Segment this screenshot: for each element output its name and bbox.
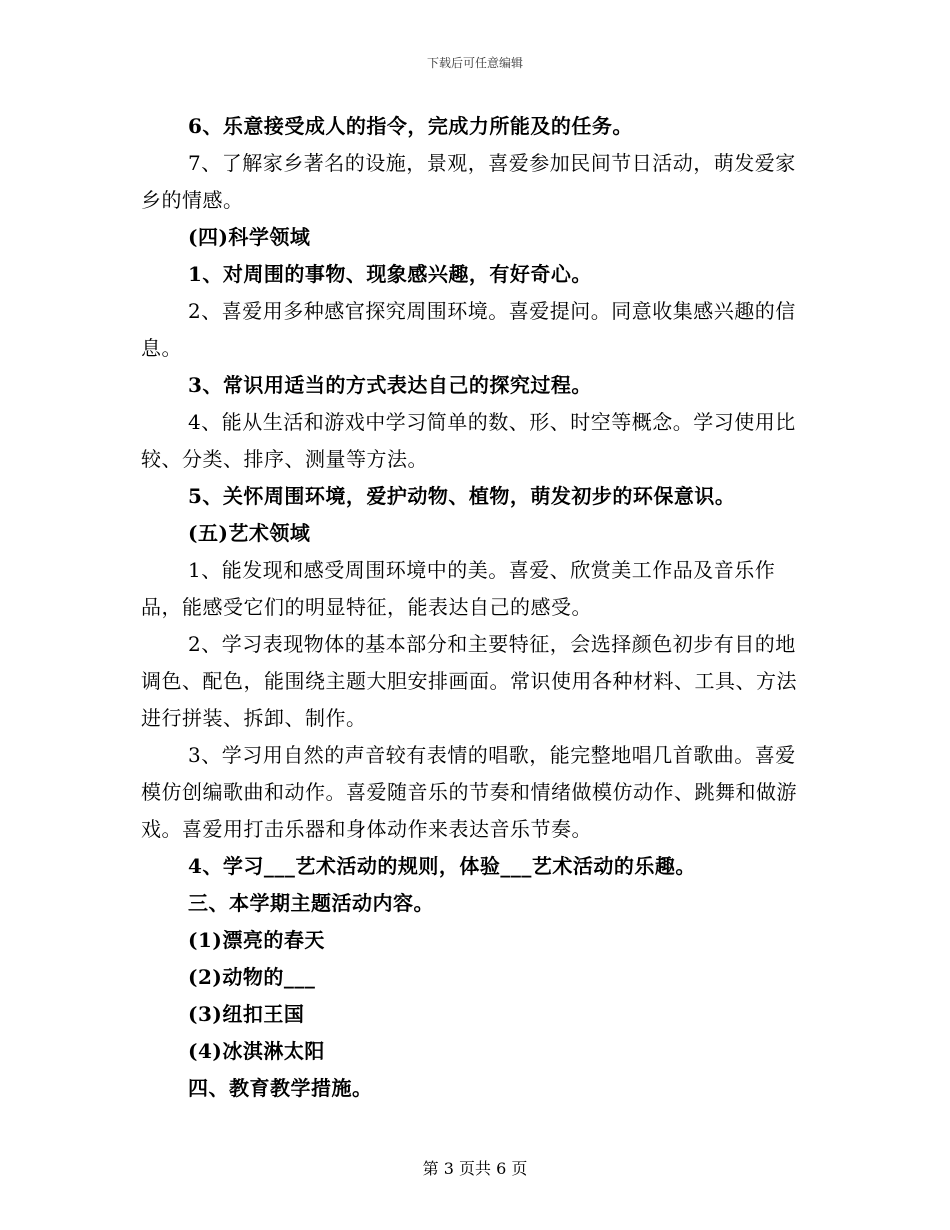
paragraph: 3、常识用适当的方式表达自己的探究过程。 (188, 373, 592, 397)
section-heading: (五)艺术领域 (188, 521, 311, 545)
list-item: (3)纽扣王国 (188, 1002, 305, 1026)
section-heading: 四、教育教学措施。 (188, 1076, 373, 1100)
page-header: 下载后可任意编辑 (426, 56, 523, 70)
paragraph: 1、对周围的事物、现象感兴趣，有好奇心。 (188, 262, 592, 286)
paragraph: 6、乐意接受成人的指令，完成力所能及的任务。 (188, 114, 633, 138)
paragraph: 3、学习用自然的声音较有表情的唱歌，能完整地唱几首歌曲。喜爱模仿创编歌曲和动作。喜爱随音乐的节奏和情绪做模仿动作、跳舞和做游戏。喜爱用打击乐器和身体动作来表达音乐节奏。 (141, 743, 797, 841)
section-heading: (四)科学领域 (188, 225, 311, 249)
page-footer: 第 3 页共 6 页 (422, 1159, 528, 1178)
paragraph: 1、能发现和感受周围环境中的美。喜爱、欣赏美工作品及音乐作品，能感受它们的明显特征，能表达自己的感受。 (141, 558, 776, 619)
paragraph: 2、喜爱用多种感官探究周围环境。喜爱提问。同意收集感兴趣的信息。 (141, 299, 796, 360)
paragraph: 4、学习___艺术活动的规则，体验___艺术活动的乐趣。 (188, 854, 696, 878)
list-item: (4)冰淇淋太阳 (188, 1039, 325, 1063)
paragraph: 2、学习表现物体的基本部分和主要特征，会选择颜色初步有目的地调色、配色，能围绕主题大胆安排画面。常识使用各种材料、工具、方法进行拼装、拆卸、制作。 (141, 632, 797, 730)
document-body (141, 108, 809, 1107)
paragraph: 7、了解家乡著名的设施，景观，喜爱参加民间节日活动，萌发爱家乡的情感。 (141, 151, 796, 212)
list-item: (1)漂亮的春天 (188, 928, 325, 952)
paragraph: 4、能从生活和游戏中学习简单的数、形、时空等概念。学习使用比较、分类、排序、测量等方法。 (141, 410, 796, 471)
section-heading: 三、本学期主题活动内容。 (188, 891, 434, 915)
list-item: (2)动物的___ (188, 965, 316, 989)
paragraph: 5、关怀周围环境，爱护动物、植物，萌发初步的环保意识。 (188, 484, 736, 508)
